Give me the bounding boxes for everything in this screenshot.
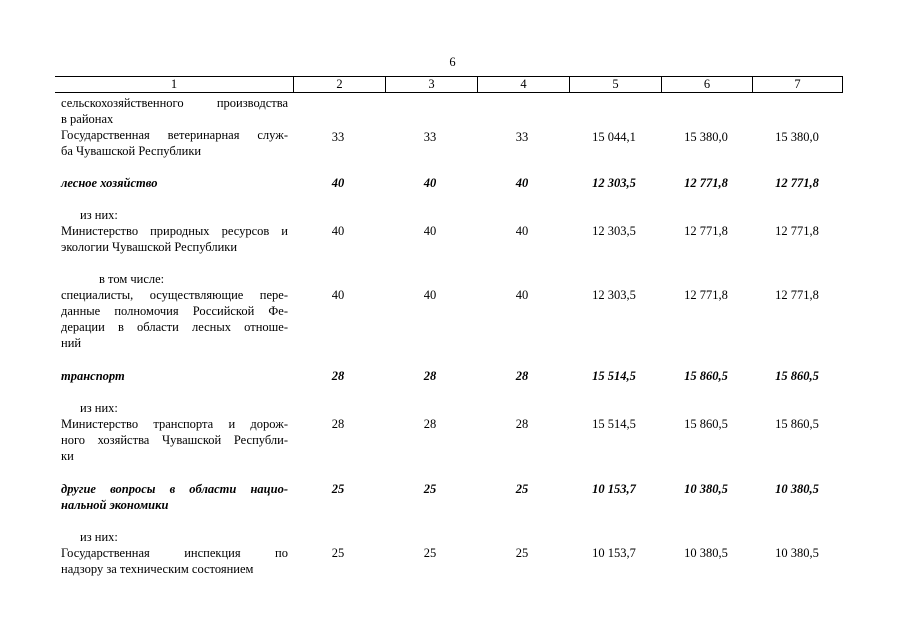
cell-col-3: 40 xyxy=(423,176,437,190)
row-label xyxy=(80,207,307,223)
row-label xyxy=(61,481,288,513)
cell-col-2: 25 xyxy=(331,482,345,496)
row-label-line: Государственная ветеринарная служ- xyxy=(61,128,288,142)
header-col-3: 3 xyxy=(385,77,477,92)
row-label-line: из них: xyxy=(80,208,118,222)
cell-col-5: 12 303,5 xyxy=(592,224,636,238)
row-label-line: сельскохозяйственного производства xyxy=(61,96,288,110)
cell-col-7: 12 771,8 xyxy=(775,288,819,302)
row-label-line: Государственная инспекция по xyxy=(61,546,288,560)
row-label-line: экологии Чувашской Республики xyxy=(61,240,238,254)
cell-col-7: 12 771,8 xyxy=(775,176,819,190)
row-label-line: ба Чувашской Республики xyxy=(61,144,202,158)
row-label-line: в районах xyxy=(61,112,114,126)
cell-col-6: 10 380,5 xyxy=(684,482,728,496)
row-label xyxy=(61,545,288,577)
cell-col-3: 28 xyxy=(423,417,437,431)
cell-col-4: 33 xyxy=(515,130,529,144)
cell-col-6: 15 860,5 xyxy=(684,417,728,431)
row-label-line: из них: xyxy=(80,401,118,415)
row-label-line: специалисты, осуществляющие пере- xyxy=(61,288,288,302)
cell-col-2: 28 xyxy=(331,417,345,431)
cell-col-5: 15 514,5 xyxy=(592,417,636,431)
cell-col-3: 33 xyxy=(423,130,437,144)
cell-col-6: 15 860,5 xyxy=(684,369,728,383)
row-label-line: в том числе: xyxy=(99,272,165,286)
cell-col-7: 15 860,5 xyxy=(775,417,819,431)
row-label xyxy=(80,529,307,545)
row-label-line: лесное хозяйство xyxy=(61,176,158,190)
header-col-6: 6 xyxy=(661,77,752,92)
cell-col-2: 33 xyxy=(331,130,345,144)
cell-col-5: 12 303,5 xyxy=(592,176,636,190)
header-col-2: 2 xyxy=(293,77,385,92)
cell-col-6: 12 771,8 xyxy=(684,288,728,302)
row-label xyxy=(61,127,288,159)
cell-col-2: 40 xyxy=(331,288,345,302)
cell-col-6: 10 380,5 xyxy=(684,546,728,560)
row-label-line: транспорт xyxy=(61,369,125,383)
cell-col-3: 28 xyxy=(423,369,437,383)
cell-col-2: 28 xyxy=(331,369,345,383)
cell-col-7: 15 380,0 xyxy=(775,130,819,144)
row-label xyxy=(61,95,288,127)
cell-col-3: 25 xyxy=(423,482,437,496)
row-label-line: Министерство транспорта и дорож- xyxy=(61,417,288,431)
header-col-1: 1 xyxy=(170,77,178,91)
row-label xyxy=(80,400,307,416)
cell-col-3: 40 xyxy=(423,224,437,238)
row-label-line: данные полномочия Российской Фе- xyxy=(61,304,288,318)
cell-col-5: 10 153,7 xyxy=(592,546,636,560)
cell-col-6: 12 771,8 xyxy=(684,224,728,238)
cell-col-4: 25 xyxy=(515,546,529,560)
row-label-line: другие вопросы в области нацио- xyxy=(61,482,288,496)
row-label xyxy=(99,271,326,287)
row-label xyxy=(61,223,288,255)
row-label xyxy=(61,287,288,351)
row-label xyxy=(61,368,288,384)
row-label-line: ного хозяйства Чувашской Республи- xyxy=(61,433,288,447)
cell-col-4: 25 xyxy=(515,482,529,496)
header-col-5: 5 xyxy=(569,77,661,92)
cell-col-5: 10 153,7 xyxy=(592,482,636,496)
cell-col-6: 15 380,0 xyxy=(684,130,728,144)
row-label-line: нальной экономики xyxy=(61,498,169,512)
row-label-line: дерации в области лесных отноше- xyxy=(61,320,288,334)
cell-col-3: 40 xyxy=(423,288,437,302)
cell-col-4: 40 xyxy=(515,288,529,302)
cell-col-5: 15 514,5 xyxy=(592,369,636,383)
row-label-line: из них: xyxy=(80,530,118,544)
cell-col-2: 25 xyxy=(331,546,345,560)
row-label-line: ки xyxy=(61,449,74,463)
row-label xyxy=(61,416,288,464)
header-col-7: 7 xyxy=(752,77,843,92)
row-label xyxy=(61,175,288,191)
row-label-line: надзору за техническим состоянием xyxy=(61,562,254,576)
cell-col-5: 12 303,5 xyxy=(592,288,636,302)
cell-col-4: 40 xyxy=(515,224,529,238)
cell-col-2: 40 xyxy=(331,176,345,190)
cell-col-5: 15 044,1 xyxy=(592,130,636,144)
cell-col-4: 28 xyxy=(515,369,529,383)
cell-col-7: 12 771,8 xyxy=(775,224,819,238)
row-label-line: Министерство природных ресурсов и xyxy=(61,224,288,238)
cell-col-6: 12 771,8 xyxy=(684,176,728,190)
cell-col-4: 40 xyxy=(515,176,529,190)
cell-col-7: 15 860,5 xyxy=(775,369,819,383)
cell-col-7: 10 380,5 xyxy=(775,546,819,560)
cell-col-7: 10 380,5 xyxy=(775,482,819,496)
cell-col-4: 28 xyxy=(515,417,529,431)
header-col-4: 4 xyxy=(477,77,569,92)
page-number: 6 xyxy=(449,55,456,69)
cell-col-2: 40 xyxy=(331,224,345,238)
row-label-line: ний xyxy=(61,336,82,350)
cell-col-3: 25 xyxy=(423,546,437,560)
